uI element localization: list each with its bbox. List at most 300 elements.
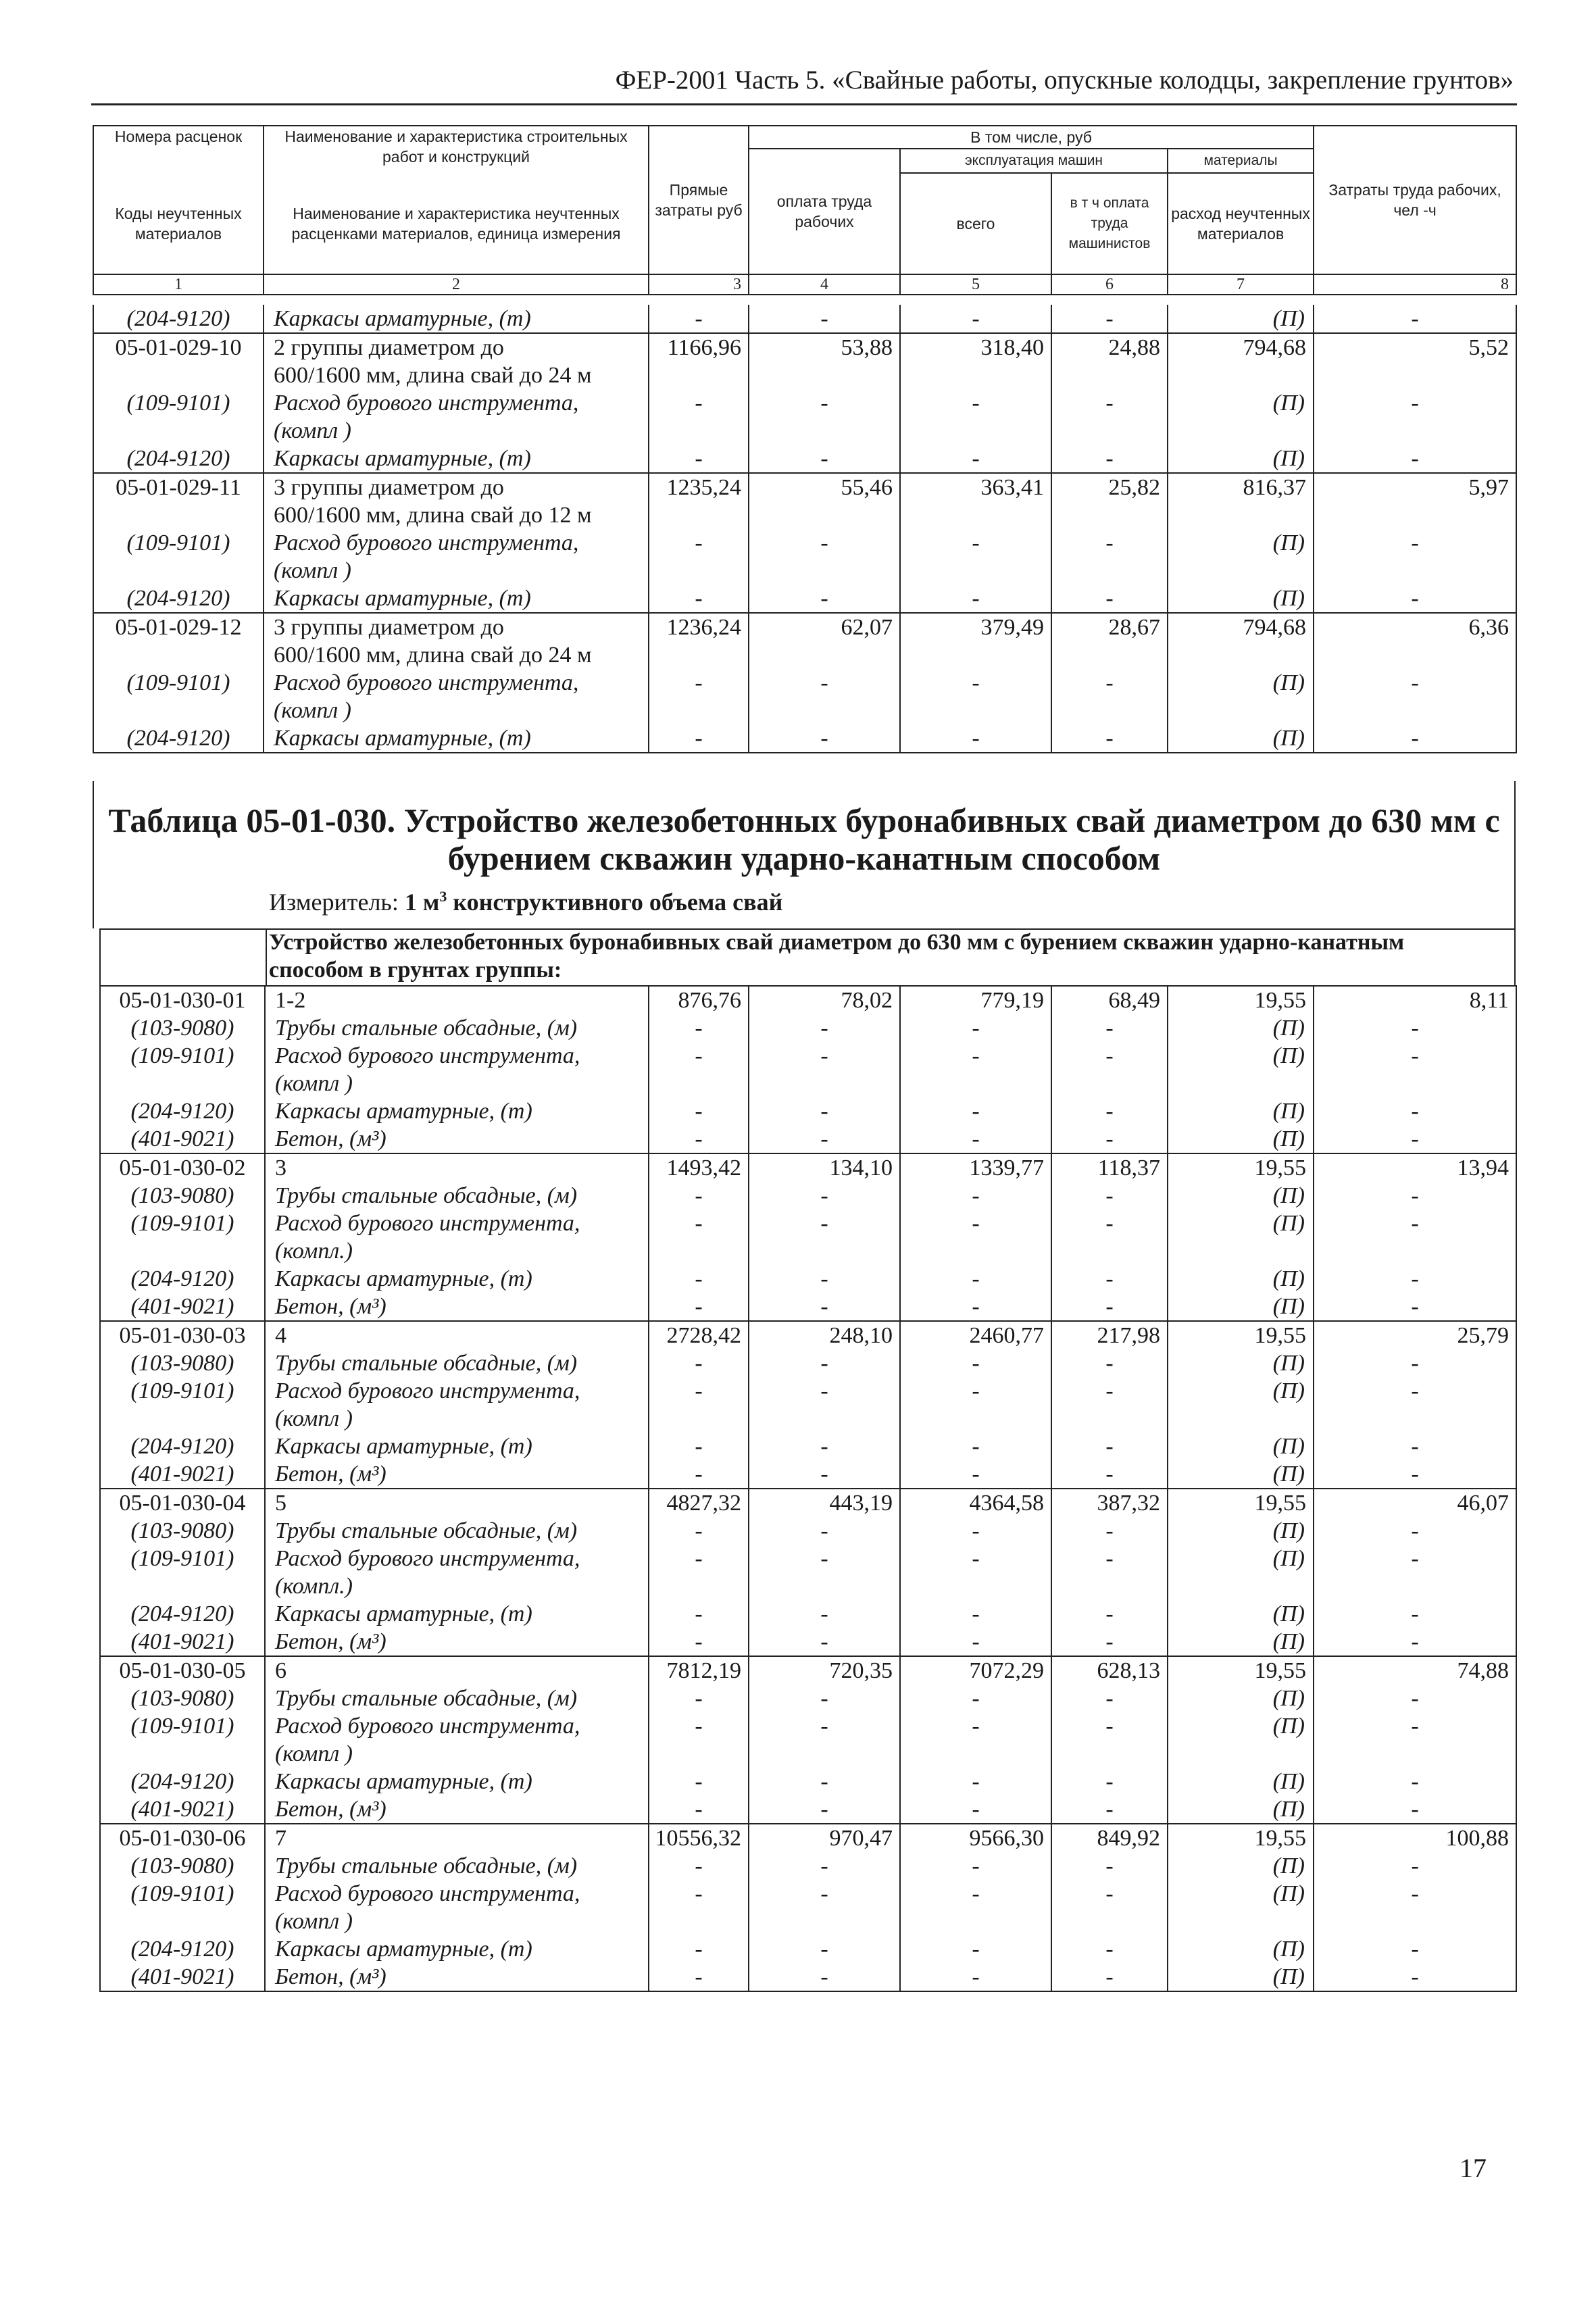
value-cell: - xyxy=(649,669,749,697)
rate-code: (204-9120) xyxy=(100,1600,265,1628)
value-cell xyxy=(649,1908,749,1935)
value-cell: - xyxy=(749,1014,900,1042)
value-cell: - xyxy=(1314,445,1516,473)
table-row xyxy=(100,1712,1516,1740)
meter-sup: 3 xyxy=(439,888,447,905)
value-cell: - xyxy=(1314,1600,1516,1628)
value-cell: 2728,42 xyxy=(649,1321,749,1349)
rate-code xyxy=(93,557,264,584)
value-cell: - xyxy=(649,1210,749,1237)
work-name: Бетон, (м³) xyxy=(265,1963,649,1991)
value-cell xyxy=(1314,697,1516,724)
value-cell: 720,35 xyxy=(749,1656,900,1685)
work-name: (компл.) xyxy=(265,1237,649,1265)
table-header xyxy=(93,125,1517,295)
value-cell: - xyxy=(1051,1712,1168,1740)
value-cell xyxy=(1314,417,1516,445)
value-cell: 363,41 xyxy=(900,473,1051,501)
value-cell: - xyxy=(1314,1097,1516,1125)
table-row xyxy=(100,1097,1516,1125)
value-cell: - xyxy=(749,445,900,473)
value-cell xyxy=(900,1405,1051,1433)
header-labor-hours: Затраты труда рабочих, чел -ч xyxy=(1314,126,1516,274)
table-row xyxy=(100,1237,1516,1265)
table-row xyxy=(100,1293,1516,1321)
rates-table-030 xyxy=(99,985,1517,1992)
value-cell: - xyxy=(749,584,900,613)
table-row xyxy=(93,333,1516,362)
value-cell: - xyxy=(1314,1265,1516,1293)
value-cell xyxy=(749,362,900,389)
value-cell: - xyxy=(649,529,749,557)
value-cell: - xyxy=(900,1377,1051,1405)
value-cell xyxy=(1051,417,1168,445)
value-cell: - xyxy=(1314,1685,1516,1712)
value-cell: - xyxy=(1051,1685,1168,1712)
value-cell: - xyxy=(900,1125,1051,1153)
value-cell: - xyxy=(749,1097,900,1125)
value-cell: - xyxy=(1314,529,1516,557)
value-cell: - xyxy=(1314,1517,1516,1545)
value-cell xyxy=(1168,1740,1314,1768)
table-row xyxy=(93,473,1516,501)
table-row xyxy=(100,1377,1516,1405)
value-cell xyxy=(1051,1405,1168,1433)
value-cell: 794,68 xyxy=(1168,333,1314,362)
value-cell: - xyxy=(1314,1963,1516,1991)
value-cell: - xyxy=(1314,1795,1516,1824)
value-cell: 118,37 xyxy=(1051,1153,1168,1182)
value-cell xyxy=(1168,1908,1314,1935)
table-row xyxy=(100,1824,1516,1852)
value-cell: 4827,32 xyxy=(649,1489,749,1517)
value-cell xyxy=(1168,1405,1314,1433)
table-row xyxy=(100,1963,1516,1991)
value-cell: - xyxy=(1051,669,1168,697)
table-row xyxy=(100,1489,1516,1517)
table-row xyxy=(93,669,1516,697)
work-name: (компл ) xyxy=(265,1740,649,1768)
value-cell: - xyxy=(749,1852,900,1880)
table-30-intro: Устройство железобетонных буронабивных свай диаметром до 630 мм с бурением скважин ударно-канатным способом в грунтах группы: xyxy=(269,930,1405,982)
value-cell xyxy=(749,1740,900,1768)
table-row xyxy=(100,1210,1516,1237)
value-cell: 849,92 xyxy=(1051,1824,1168,1852)
value-cell: 443,19 xyxy=(749,1489,900,1517)
meter-label: Измеритель: xyxy=(269,889,399,916)
table-row xyxy=(100,1600,1516,1628)
value-cell: - xyxy=(900,1685,1051,1712)
value-cell: 1339,77 xyxy=(900,1153,1051,1182)
rate-code: (401-9021) xyxy=(100,1293,265,1321)
rate-code: (204-9120) xyxy=(100,1935,265,1963)
rate-code: 05-01-030-04 xyxy=(100,1489,265,1517)
work-name: Трубы стальные обсадные, (м) xyxy=(265,1517,649,1545)
value-cell: 387,32 xyxy=(1051,1489,1168,1517)
value-cell: - xyxy=(1051,1963,1168,1991)
value-cell xyxy=(649,1070,749,1097)
value-cell xyxy=(1314,501,1516,529)
table-row xyxy=(100,1265,1516,1293)
value-cell: (П) xyxy=(1168,724,1314,753)
value-cell: - xyxy=(900,1600,1051,1628)
value-cell: - xyxy=(1051,1125,1168,1153)
value-cell: - xyxy=(749,1265,900,1293)
work-name: Трубы стальные обсадные, (м) xyxy=(265,1852,649,1880)
rate-code: (109-9101) xyxy=(100,1042,265,1070)
value-cell: - xyxy=(1314,669,1516,697)
table-row xyxy=(93,389,1516,417)
value-cell xyxy=(1168,1237,1314,1265)
value-cell xyxy=(1314,557,1516,584)
table-row xyxy=(100,1014,1516,1042)
value-cell: - xyxy=(1314,1628,1516,1656)
rate-code: (204-9120) xyxy=(100,1265,265,1293)
value-cell xyxy=(900,1237,1051,1265)
value-cell: 6,36 xyxy=(1314,613,1516,641)
value-cell: - xyxy=(1051,1433,1168,1460)
work-name: (компл ) xyxy=(264,557,649,584)
value-cell: (П) xyxy=(1168,529,1314,557)
work-name: 2 группы диаметром до xyxy=(264,333,649,362)
col-number: 1 xyxy=(93,274,264,295)
value-cell: (П) xyxy=(1168,305,1314,333)
value-cell: - xyxy=(749,305,900,333)
value-cell: - xyxy=(900,1265,1051,1293)
table-row xyxy=(93,584,1516,613)
value-cell: 779,19 xyxy=(900,986,1051,1014)
value-cell: 8,11 xyxy=(1314,986,1516,1014)
value-cell: - xyxy=(1314,1460,1516,1489)
value-cell: (П) xyxy=(1168,1600,1314,1628)
work-name: 5 xyxy=(265,1489,649,1517)
work-name: Каркасы арматурные, (т) xyxy=(265,1935,649,1963)
value-cell: 970,47 xyxy=(749,1824,900,1852)
value-cell: - xyxy=(649,1182,749,1210)
value-cell: 2460,77 xyxy=(900,1321,1051,1349)
value-cell: - xyxy=(900,445,1051,473)
table-row xyxy=(93,557,1516,584)
rate-code: 05-01-029-10 xyxy=(93,333,264,362)
value-cell: 74,88 xyxy=(1314,1656,1516,1685)
value-cell xyxy=(900,557,1051,584)
value-cell xyxy=(900,501,1051,529)
value-cell: 794,68 xyxy=(1168,613,1314,641)
work-name: 600/1600 мм, длина свай до 24 м xyxy=(264,362,649,389)
value-cell: 1235,24 xyxy=(649,473,749,501)
value-cell: (П) xyxy=(1168,1963,1314,1991)
work-name: Каркасы арматурные, (т) xyxy=(264,724,649,753)
value-cell: - xyxy=(900,669,1051,697)
table-row xyxy=(93,417,1516,445)
value-cell xyxy=(1314,1070,1516,1097)
value-cell: - xyxy=(649,445,749,473)
work-name: 600/1600 мм, длина свай до 12 м xyxy=(264,501,649,529)
table-row xyxy=(93,362,1516,389)
value-cell: - xyxy=(1051,1460,1168,1489)
table-row xyxy=(93,501,1516,529)
value-cell: - xyxy=(1051,584,1168,613)
value-cell xyxy=(1168,417,1314,445)
value-cell: - xyxy=(649,1460,749,1489)
work-name: 600/1600 мм, длина свай до 24 м xyxy=(264,641,649,669)
rate-code: (401-9021) xyxy=(100,1963,265,1991)
work-name: Расход бурового инструмента, xyxy=(265,1880,649,1908)
value-cell: - xyxy=(900,1042,1051,1070)
value-cell: (П) xyxy=(1168,1182,1314,1210)
value-cell: 1166,96 xyxy=(649,333,749,362)
value-cell: - xyxy=(1314,305,1516,333)
table-row xyxy=(93,305,1516,333)
value-cell: - xyxy=(900,1712,1051,1740)
value-cell xyxy=(1051,1908,1168,1935)
col-number: 3 xyxy=(649,274,749,295)
value-cell: 134,10 xyxy=(749,1153,900,1182)
value-cell xyxy=(649,1237,749,1265)
rate-code: (204-9120) xyxy=(100,1768,265,1795)
col-number: 8 xyxy=(1314,274,1516,295)
value-cell: - xyxy=(649,1935,749,1963)
header-machines-total: всего xyxy=(900,173,1051,274)
value-cell: - xyxy=(1314,1014,1516,1042)
value-cell: - xyxy=(1314,724,1516,753)
value-cell xyxy=(900,697,1051,724)
value-cell: - xyxy=(649,1795,749,1824)
value-cell xyxy=(1051,641,1168,669)
rate-code: (103-9080) xyxy=(100,1685,265,1712)
header-work-name: Наименование и характеристика строительных работ и конструкций xyxy=(264,126,649,173)
value-cell: 628,13 xyxy=(1051,1656,1168,1685)
value-cell: - xyxy=(749,1293,900,1321)
work-name: Трубы стальные обсадные, (м) xyxy=(265,1349,649,1377)
col-number: 4 xyxy=(749,274,900,295)
rate-code: (103-9080) xyxy=(100,1852,265,1880)
rate-code: (109-9101) xyxy=(100,1712,265,1740)
value-cell: 53,88 xyxy=(749,333,900,362)
value-cell: - xyxy=(900,1768,1051,1795)
value-cell: - xyxy=(1314,1377,1516,1405)
value-cell: - xyxy=(1051,1517,1168,1545)
work-name: 6 xyxy=(265,1656,649,1685)
table-row xyxy=(100,1852,1516,1880)
rate-code xyxy=(100,1572,265,1600)
table-row xyxy=(100,1405,1516,1433)
table-row xyxy=(100,986,1516,1014)
value-cell xyxy=(749,417,900,445)
rate-code: (109-9101) xyxy=(93,389,264,417)
value-cell: (П) xyxy=(1168,1795,1314,1824)
rate-code: (103-9080) xyxy=(100,1182,265,1210)
value-cell xyxy=(1051,362,1168,389)
work-name: Каркасы арматурные, (т) xyxy=(265,1433,649,1460)
value-cell: - xyxy=(1314,1433,1516,1460)
value-cell: - xyxy=(649,389,749,417)
rate-code: 05-01-030-02 xyxy=(100,1153,265,1182)
work-name: Трубы стальные обсадные, (м) xyxy=(265,1182,649,1210)
value-cell xyxy=(1051,1070,1168,1097)
value-cell: - xyxy=(749,1935,900,1963)
rate-code: (103-9080) xyxy=(100,1517,265,1545)
value-cell: - xyxy=(900,1880,1051,1908)
table-row xyxy=(100,1545,1516,1572)
rate-code: (204-9120) xyxy=(93,305,264,333)
value-cell: - xyxy=(1314,1545,1516,1572)
rate-code: (401-9021) xyxy=(100,1125,265,1153)
work-name: Бетон, (м³) xyxy=(265,1628,649,1656)
work-name: Расход бурового инструмента, xyxy=(265,1377,649,1405)
value-cell: - xyxy=(900,584,1051,613)
table-row xyxy=(100,1125,1516,1153)
value-cell xyxy=(649,362,749,389)
value-cell xyxy=(1314,641,1516,669)
rate-code: (204-9120) xyxy=(100,1433,265,1460)
value-cell: 9566,30 xyxy=(900,1824,1051,1852)
value-cell: - xyxy=(1051,1377,1168,1405)
work-name: (компл ) xyxy=(264,697,649,724)
value-cell: - xyxy=(649,724,749,753)
value-cell: (П) xyxy=(1168,1768,1314,1795)
value-cell: (П) xyxy=(1168,1628,1314,1656)
value-cell xyxy=(649,417,749,445)
value-cell: 62,07 xyxy=(749,613,900,641)
table-row xyxy=(93,529,1516,557)
value-cell xyxy=(649,1405,749,1433)
value-cell: - xyxy=(649,1014,749,1042)
value-cell xyxy=(1314,362,1516,389)
value-cell: (П) xyxy=(1168,1265,1314,1293)
table-row xyxy=(100,1908,1516,1935)
value-cell: - xyxy=(749,1433,900,1460)
value-cell xyxy=(900,1572,1051,1600)
value-cell: - xyxy=(749,389,900,417)
value-cell xyxy=(749,557,900,584)
work-name: Расход бурового инструмента, xyxy=(265,1210,649,1237)
meter-rest: конструктивного объема свай xyxy=(447,889,783,916)
col-number: 6 xyxy=(1051,274,1168,295)
value-cell: - xyxy=(649,1880,749,1908)
table-row xyxy=(93,641,1516,669)
value-cell: - xyxy=(749,1349,900,1377)
value-cell: - xyxy=(1051,1880,1168,1908)
value-cell: - xyxy=(900,529,1051,557)
value-cell: - xyxy=(1314,1935,1516,1963)
value-cell: - xyxy=(900,1517,1051,1545)
value-cell: 19,55 xyxy=(1168,1656,1314,1685)
work-name: (компл ) xyxy=(264,417,649,445)
value-cell: - xyxy=(1314,1712,1516,1740)
value-cell xyxy=(649,501,749,529)
rate-code: (109-9101) xyxy=(100,1545,265,1572)
value-cell: - xyxy=(649,1712,749,1740)
table-row xyxy=(100,1795,1516,1824)
value-cell: - xyxy=(749,1963,900,1991)
running-head: ФЕР-2001 Часть 5. «Свайные работы, опускные колодцы, закрепление грунтов» xyxy=(615,66,1514,95)
table-row xyxy=(100,1517,1516,1545)
value-cell: - xyxy=(749,1712,900,1740)
value-cell: (П) xyxy=(1168,1685,1314,1712)
rate-code: (109-9101) xyxy=(93,669,264,697)
col-number: 5 xyxy=(900,274,1051,295)
value-cell xyxy=(1314,1237,1516,1265)
work-name: Расход бурового инструмента, xyxy=(265,1712,649,1740)
value-cell: 46,07 xyxy=(1314,1489,1516,1517)
value-cell: - xyxy=(649,1545,749,1572)
value-cell: - xyxy=(900,1210,1051,1237)
value-cell: - xyxy=(900,1293,1051,1321)
value-cell xyxy=(1168,641,1314,669)
table-row xyxy=(100,1935,1516,1963)
value-cell: - xyxy=(649,584,749,613)
table-row xyxy=(100,1182,1516,1210)
header-material-names: Наименование и характеристика неучтенных расценками материалов, единица измерения xyxy=(264,173,649,274)
work-name: Трубы стальные обсадные, (м) xyxy=(265,1014,649,1042)
work-name: Бетон, (м³) xyxy=(265,1460,649,1489)
value-cell: 19,55 xyxy=(1168,986,1314,1014)
value-cell: - xyxy=(900,1545,1051,1572)
value-cell: - xyxy=(900,1935,1051,1963)
table-row xyxy=(100,1628,1516,1656)
value-cell: - xyxy=(1051,1293,1168,1321)
value-cell: - xyxy=(1314,1182,1516,1210)
rate-code: (401-9021) xyxy=(100,1795,265,1824)
value-cell: - xyxy=(649,1963,749,1991)
col-number: 7 xyxy=(1168,274,1314,295)
value-cell: - xyxy=(900,1852,1051,1880)
value-cell: - xyxy=(1051,1795,1168,1824)
value-cell xyxy=(1051,1572,1168,1600)
table-row xyxy=(93,724,1516,753)
value-cell xyxy=(1051,1740,1168,1768)
value-cell: 379,49 xyxy=(900,613,1051,641)
work-name: Каркасы арматурные, (т) xyxy=(264,305,649,333)
work-name: (компл ) xyxy=(265,1405,649,1433)
value-cell: (П) xyxy=(1168,1517,1314,1545)
value-cell: (П) xyxy=(1168,445,1314,473)
value-cell: - xyxy=(1314,1042,1516,1070)
value-cell: 1493,42 xyxy=(649,1153,749,1182)
value-cell: 1236,24 xyxy=(649,613,749,641)
value-cell: 25,82 xyxy=(1051,473,1168,501)
rate-code xyxy=(93,417,264,445)
value-cell: 7072,29 xyxy=(900,1656,1051,1685)
header-rate-numbers: Номера расценок xyxy=(93,126,264,173)
table-row xyxy=(100,1656,1516,1685)
work-name: 3 группы диаметром до xyxy=(264,613,649,641)
value-cell: - xyxy=(1051,1628,1168,1656)
work-name: 1-2 xyxy=(265,986,649,1014)
table-row xyxy=(100,1460,1516,1489)
value-cell: (П) xyxy=(1168,1125,1314,1153)
value-cell: 5,52 xyxy=(1314,333,1516,362)
value-cell: - xyxy=(1051,1349,1168,1377)
value-cell: 78,02 xyxy=(749,986,900,1014)
rate-code: (401-9021) xyxy=(100,1628,265,1656)
value-cell: 4364,58 xyxy=(900,1489,1051,1517)
value-cell xyxy=(1168,557,1314,584)
value-cell xyxy=(649,697,749,724)
value-cell: - xyxy=(1314,1349,1516,1377)
value-cell: 13,94 xyxy=(1314,1153,1516,1182)
value-cell: - xyxy=(1051,305,1168,333)
value-cell: - xyxy=(900,724,1051,753)
value-cell: - xyxy=(749,1210,900,1237)
value-cell: - xyxy=(649,1377,749,1405)
value-cell: 876,76 xyxy=(649,986,749,1014)
header-direct-costs: Прямые затраты руб xyxy=(649,126,749,274)
value-cell: - xyxy=(900,1795,1051,1824)
header-worker-pay: оплата труда рабочих xyxy=(749,149,900,274)
work-name: 3 xyxy=(265,1153,649,1182)
